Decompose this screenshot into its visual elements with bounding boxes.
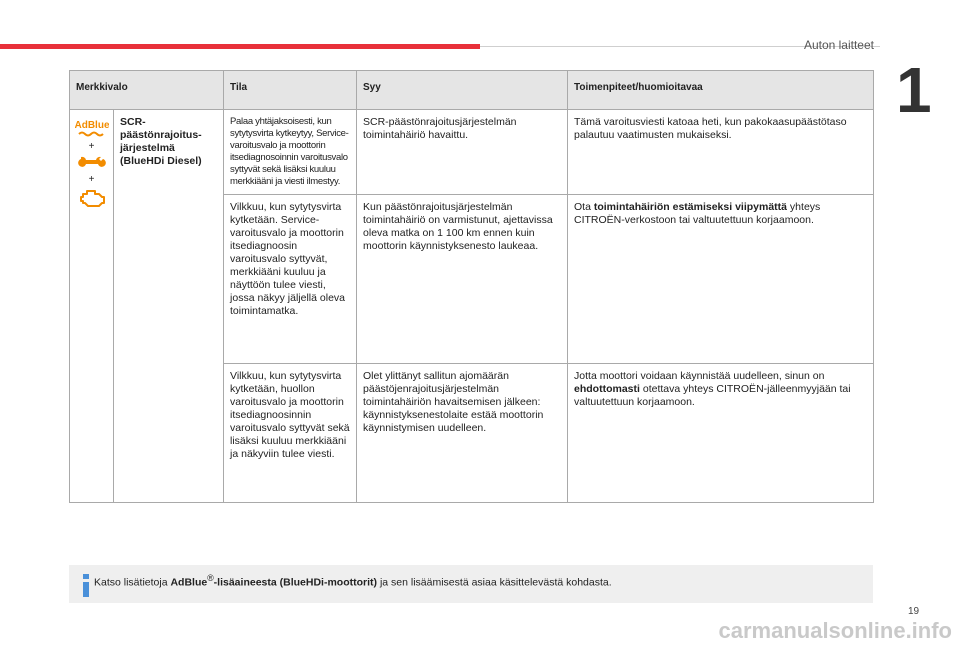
row2-toimenpide: Ota toimintahäiriön estämiseksi viipymättä yhteys CITROËN-verkostoon tai valtuutettuun korjaamoon.: [568, 195, 874, 364]
row1-syy: SCR-päästönrajoitusjärjestelmän toimintahäiriö havaittu.: [357, 110, 568, 195]
wrench-icon: [78, 155, 106, 171]
chapter-number: 1: [896, 54, 932, 126]
system-name: SCR-päästönrajoitus-järjestelmä (BlueHDi Diesel): [114, 110, 224, 503]
watermark: carmanualsonline.info: [718, 618, 952, 643]
table-row: [70, 110, 874, 195]
header-tila: Tila: [224, 71, 357, 110]
row3-toimenpide: Jotta moottori voidaan käynnistää uudelleen, sinun on ehdottomasti otettava yhteys CITROËN-jälleenmyyjään tai valtuutettuun korjaamoon.: [568, 364, 874, 503]
warning-light-table: [69, 70, 874, 503]
row1-toimenpide: Tämä varoitusviesti katoaa heti, kun pakokaasupäästötaso palautuu vaatimusten mukaiseksi.: [568, 110, 874, 195]
header-accent-bar: [0, 44, 480, 49]
warning-icons-cell: [70, 110, 114, 503]
row3-tila: Vilkkuu, kun sytytysvirta kytketään, huollon varoitusvalo ja moottorin itsediagnoosinnin varoitusvalo syttyvät sekä lisäksi kuuluu merkkiääni ja näkyviin tulee viesti.: [224, 364, 357, 503]
header-toimenpiteet: Toimenpiteet/huomioitavaa: [568, 71, 874, 110]
adblue-icon: [75, 118, 109, 138]
plus-sign: +: [88, 174, 95, 185]
page-number: 19: [908, 606, 920, 617]
row2-syy: Kun päästönrajoitusjärjestelmän toimintahäiriö on varmistunut, ajettavissa oleva matka on 1 100 km ennen kuin moottorin käynnistyksenesto laukeaa.: [357, 195, 568, 364]
table-header-row: [70, 71, 874, 110]
info-icon: [80, 571, 94, 599]
header-merkkivalo: Merkkivalo: [70, 71, 224, 110]
row3-syy: Olet ylittänyt sallitun ajomäärän päästöjenrajoitusjärjestelmän toimintahäiriön havaitsemisen jälkeen: käynnistyksenestolaite estää moottorin käynnistymisen uudelleen.: [357, 364, 568, 503]
plus-sign: +: [88, 141, 95, 152]
row2-tila: Vilkkuu, kun sytytysvirta kytketään. Service-varoitusvalo ja moottorin itsediagnoosin varoitusvalo syttyvät, merkkiääni kuuluu ja näyttöön tulee viesti, jossa näkyy jäljellä oleva toimintamatka.: [224, 195, 357, 364]
section-title: Auton laitteet: [803, 38, 874, 52]
header-syy: Syy: [357, 71, 568, 110]
svg-text:AdBlue: AdBlue: [74, 120, 109, 131]
engine-icon: [78, 188, 106, 210]
info-text: Katso lisätietoja AdBlue®-lisäaineesta (BlueHDi-moottorit) ja sen lisäämisestä asiaa käsittelevästä kohdasta.: [94, 573, 612, 589]
info-box: [69, 565, 873, 603]
row1-tila: Palaa yhtäjaksoisesti, kun sytytysvirta kytkeytyy, Service-varoitusvalo ja moottorin itsediagnosoinnin varoitusvalo syttyvät sekä lisäksi kuuluu merkkiääni ja viesti ilmestyy.: [224, 110, 357, 195]
